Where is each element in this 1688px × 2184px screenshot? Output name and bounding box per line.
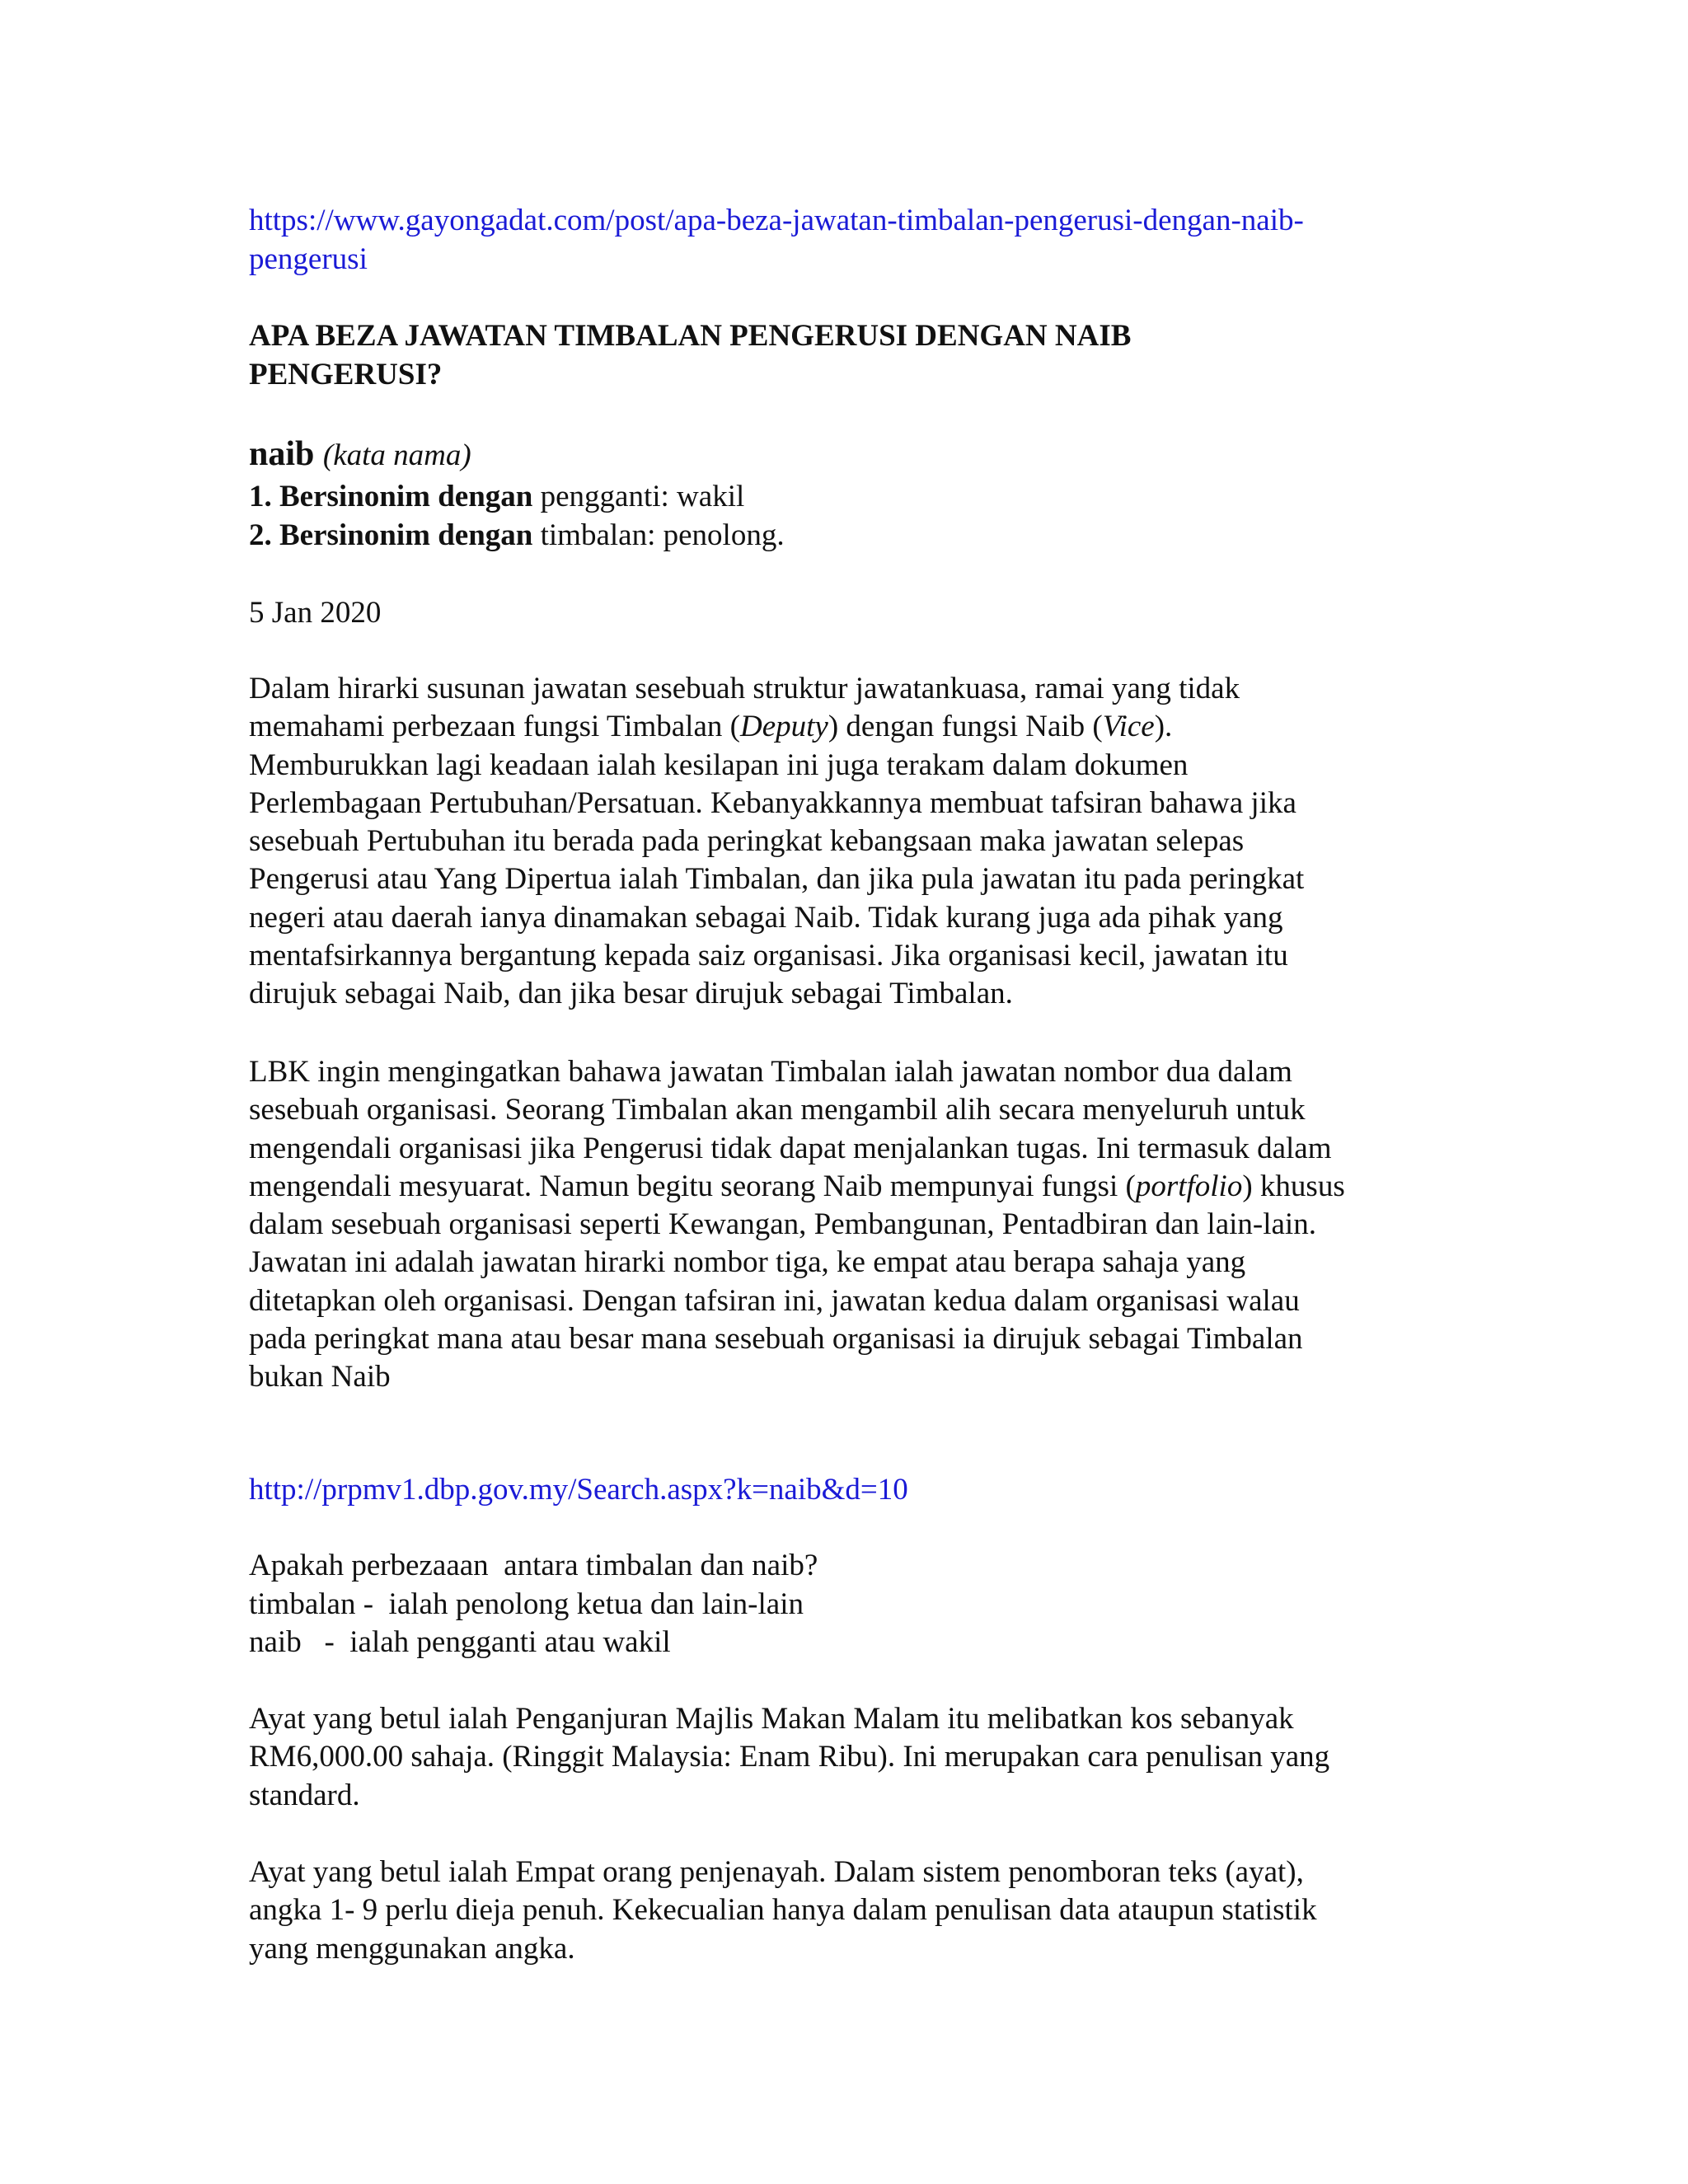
paragraph-line: Dalam hirarki susunan jawatan sesebuah struktur jawatankuasa, ramai yang tidak xyxy=(249,672,1240,705)
term-vice: Vice xyxy=(1102,710,1155,744)
term-portfolio: portfolio xyxy=(1135,1169,1243,1203)
qa-answer-timbalan: timbalan - ialah penolong ketua dan lain-lain xyxy=(249,1586,804,1621)
source-link-gayongadat-line-1[interactable]: https://www.gayongadat.com/post/apa-beza-jawatan-timbalan-pengerusi-dengan-naib- xyxy=(249,204,1304,237)
article-heading xyxy=(249,316,1320,394)
paragraph-line: sesebuah organisasi. Seorang Timbalan akan mengambil alih secara menyeluruh untuk xyxy=(249,1093,1306,1127)
paragraph-number-spelling xyxy=(249,1854,1469,1968)
dictionary-sense-2 xyxy=(249,516,1469,555)
paragraph-lbk-reminder xyxy=(249,1053,1469,1397)
term-deputy: Deputy xyxy=(739,710,828,744)
text-run: ). xyxy=(1154,710,1173,744)
qa-question: Apakah perbezaaan antara timbalan dan naib? xyxy=(249,1549,818,1582)
paragraph-line xyxy=(249,708,1469,746)
sense-text: pengganti: wakil xyxy=(532,480,745,513)
paragraph-line: mengendali organisasi jika Pengerusi tidak dapat menjalankan tugas. Ini termasuk dalam xyxy=(249,1131,1332,1165)
sense-text: timbalan: penolong. xyxy=(532,518,785,552)
paragraph-line: pada peringkat mana atau besar mana sesebuah organisasi ia dirujuk sebagai Timbalan xyxy=(249,1322,1303,1357)
paragraph-ringgit-example xyxy=(249,1700,1469,1815)
qa-block xyxy=(249,1547,1469,1662)
source-link-gayongadat-line-2[interactable]: pengerusi xyxy=(249,242,368,276)
paragraph-line: negeri atau daerah ianya dinamakan sebagai Naib. Tidak kurang juga ada pihak yang xyxy=(249,900,1283,935)
paragraph-line: Ayat yang betul ialah Empat orang penjenayah. Dalam sistem penomboran teks (ayat), xyxy=(249,1855,1304,1889)
paragraph-line: yang menggunakan angka. xyxy=(249,1931,575,1966)
part-of-speech: (kata nama) xyxy=(322,438,471,472)
source-link-gayongadat[interactable] xyxy=(249,201,1428,279)
paragraph-line: Ayat yang betul ialah Penganjuran Majlis Makan Malam itu melibatkan kos sebanyak xyxy=(249,1702,1294,1736)
paragraph-line: mentafsirkannya bergantung kepada saiz organisasi. Jika organisasi kecil, jawatan itu xyxy=(249,939,1288,973)
paragraph-line: RM6,000.00 sahaja. (Ringgit Malaysia: Enam Ribu). Ini merupakan cara penulisan yang xyxy=(249,1740,1330,1774)
paragraph-line: dirujuk sebagai Naib, dan jika besar dirujuk sebagai Timbalan. xyxy=(249,977,1013,1011)
source-link-prpm-dbp[interactable]: http://prpmv1.dbp.gov.my/Search.aspx?k=naib&d=10 xyxy=(249,1473,908,1507)
text-run: memahami perbezaan fungsi Timbalan ( xyxy=(249,710,740,744)
paragraph-line: Perlembagaan Pertubuhan/Persatuan. Kebanyakkannya membuat tafsiran bahawa jika xyxy=(249,785,1296,820)
dictionary-headword: naib xyxy=(249,435,315,473)
sense-label: 2. Bersinonim dengan xyxy=(249,518,533,552)
paragraph-line: dalam sesebuah organisasi seperti Kewangan, Pembangunan, Pentadbiran dan lain-lain. xyxy=(249,1207,1316,1242)
article-heading-line-2: PENGERUSI? xyxy=(249,358,443,391)
paragraph-line: standard. xyxy=(249,1778,360,1812)
text-run: ) dengan fungsi Naib ( xyxy=(828,710,1103,744)
text-run: mengendali mesyuarat. Namun begitu seorang Naib mempunyai fungsi ( xyxy=(249,1169,1136,1203)
paragraph-line: LBK ingin mengingatkan bahawa jawatan Timbalan ialah jawatan nombor dua dalam xyxy=(249,1055,1292,1089)
dictionary-entry xyxy=(249,433,1469,555)
dictionary-sense-1 xyxy=(249,477,1469,516)
qa-answer-naib: naib - ialah pengganti atau wakil xyxy=(249,1625,671,1659)
article-heading-line-1: APA BEZA JAWATAN TIMBALAN PENGERUSI DENGAN NAIB xyxy=(249,319,1132,353)
dictionary-headword-line xyxy=(249,433,1469,477)
text-run: ) khusus xyxy=(1242,1169,1345,1203)
sense-label: 1. Bersinonim dengan xyxy=(249,480,533,513)
paragraph-line: angka 1- 9 perlu dieja penuh. Kekecualian hanya dalam penulisan data ataupun statistik xyxy=(249,1893,1317,1928)
paragraph-line: Pengerusi atau Yang Dipertua ialah Timbalan, dan jika pula jawatan itu pada peringkat xyxy=(249,862,1305,897)
paragraph-line: ditetapkan oleh organisasi. Dengan tafsiran ini, jawatan kedua dalam organisasi walau xyxy=(249,1283,1300,1318)
paragraph-line: Memburukkan lagi keadaan ialah kesilapan ini juga terakam dalam dokumen xyxy=(249,748,1189,782)
paragraph-line: Jawatan ini adalah jawatan hirarki nombor tiga, ke empat atau berapa sahaja yang xyxy=(249,1245,1246,1280)
paragraph-line xyxy=(249,1168,1469,1206)
paragraph-line: bukan Naib xyxy=(249,1360,391,1394)
post-date: 5 Jan 2020 xyxy=(249,596,382,630)
paragraph-line: sesebuah Pertubuhan itu berada pada peringkat kebangsaan maka jawatan selepas xyxy=(249,824,1245,859)
paragraph-hierarchy xyxy=(249,670,1469,1014)
